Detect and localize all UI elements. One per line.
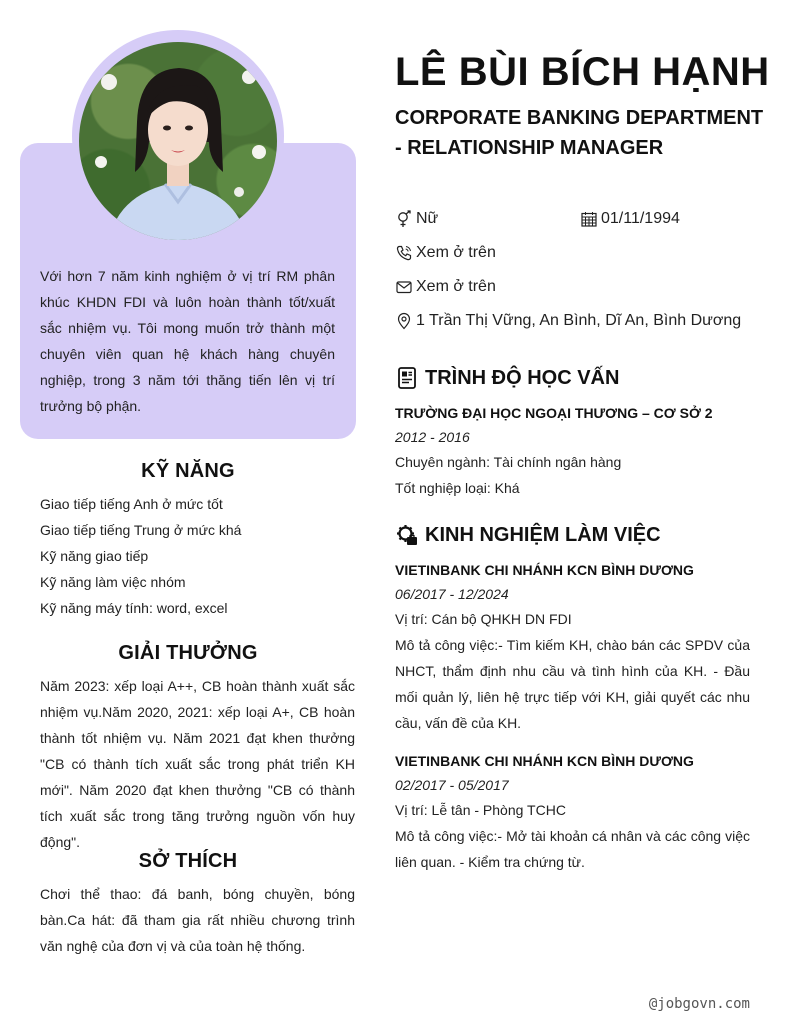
job-position: Vị trí: Lễ tân - Phòng TCHC: [395, 802, 566, 818]
skills-heading: KỸ NĂNG: [141, 460, 235, 482]
calendar-icon: [580, 210, 598, 228]
education-grade: Tốt nghiệp loại: Khá: [395, 480, 520, 496]
address-row: [395, 312, 741, 330]
location-icon: [395, 312, 413, 330]
gender-row: [395, 210, 438, 228]
watermark: @jobgovn.com: [648, 996, 750, 1012]
school-name: TRƯỜNG ĐẠI HỌC NGOẠI THƯƠNG – CƠ SỞ 2: [395, 405, 713, 421]
job-description: Mô tả công việc:- Tìm kiếm KH, chào bán các SPDV của NHCT, thẩm định nhu cầu và tình hình của KH. - Đầu mối quản lý, liên hệ trực tiếp với KH, giải quyết các nhu cầu, vấn đề của KH.: [395, 637, 750, 731]
candidate-name: LÊ BÙI BÍCH HẠNH: [395, 50, 770, 94]
gender-icon: [395, 210, 413, 228]
experience-section-heading: [395, 523, 661, 547]
phone-row: [395, 244, 496, 262]
email-icon: [395, 278, 413, 296]
email-value: Xem ở trên: [416, 278, 496, 295]
work-experience-icon: [395, 523, 419, 547]
education-section-heading: [395, 366, 619, 390]
address-value: 1 Trần Thị Vững, An Bình, Dĩ An, Bình Dương: [416, 312, 742, 329]
hobbies-heading: SỞ THÍCH: [138, 850, 238, 872]
job-description: Mô tả công việc:- Mở tài khoản cá nhân và các công việc liên quan. - Kiểm tra chứng từ.: [395, 828, 750, 870]
birthdate-row: [580, 210, 680, 228]
gender-value: Nữ: [416, 210, 439, 227]
summary-text: Với hơn 7 năm kinh nghiệm ở vị trí RM phân khúc KHDN FDI và luôn hoàn thành tốt/xuất sắc nhiệm vụ. Tôi mong muốn trở thành một chuyên viên quan hệ khách hàng chuyên nghiệp, trong 3 năm tới thăng tiến lên vị trí trưởng bộ phận.: [40, 268, 335, 414]
job-company: VIETINBANK CHI NHÁNH KCN BÌNH DƯƠNG: [395, 753, 694, 769]
skill-item: Kỹ năng giao tiếp: [40, 548, 149, 564]
skill-item: Kỹ năng làm việc nhóm: [40, 574, 186, 590]
job-title: CORPORATE BANKING DEPARTMENT - RELATIONSHIP MANAGER: [395, 107, 764, 159]
phone-icon: [395, 244, 413, 262]
avatar: [79, 42, 277, 240]
email-row: [395, 278, 496, 296]
education-major: Chuyên ngành: Tài chính ngân hàng: [395, 454, 622, 470]
awards-text: Năm 2023: xếp loại A++, CB hoàn thành xuất sắc nhiệm vụ.Năm 2020, 2021: xếp loại A+, CB hoàn thành tốt nhiệm vụ. Năm 2021 đạt khen thưởng "CB có thành tích xuất sắc trong phát triển KH mới". Năm 2020 đạt khen thưởng "CB có thành tích xuất sắc trong tăng trưởng nguồn vốn huy động".: [40, 678, 355, 850]
education-period: 2012 - 2016: [395, 429, 470, 445]
birthdate-value: 01/11/1994: [601, 210, 680, 227]
job-position: Vị trí: Cán bộ QHKH DN FDI: [395, 611, 572, 627]
hobbies-text: Chơi thể thao: đá banh, bóng chuyền, bóng bàn.Ca hát: đã tham gia rất nhiều chương trình văn nghệ của đơn vị và của toàn hệ thống.: [40, 886, 355, 954]
skill-item: Giao tiếp tiếng Anh ở mức tốt: [40, 496, 223, 512]
awards-heading: GIẢI THƯỞNG: [118, 642, 258, 664]
job-period: 02/2017 - 05/2017: [395, 777, 509, 793]
job-company: VIETINBANK CHI NHÁNH KCN BÌNH DƯƠNG: [395, 562, 694, 578]
skill-item: Kỹ năng máy tính: word, excel: [40, 600, 228, 616]
experience-heading: KINH NGHIỆM LÀM VIỆC: [425, 523, 661, 546]
skills-list: [40, 491, 356, 621]
job-period: 06/2017 - 12/2024: [395, 586, 509, 602]
education-heading: TRÌNH ĐỘ HỌC VẤN: [425, 366, 620, 389]
skill-item: Giao tiếp tiếng Trung ở mức khá: [40, 522, 242, 538]
phone-value: Xem ở trên: [416, 244, 496, 261]
education-icon: [395, 366, 419, 390]
